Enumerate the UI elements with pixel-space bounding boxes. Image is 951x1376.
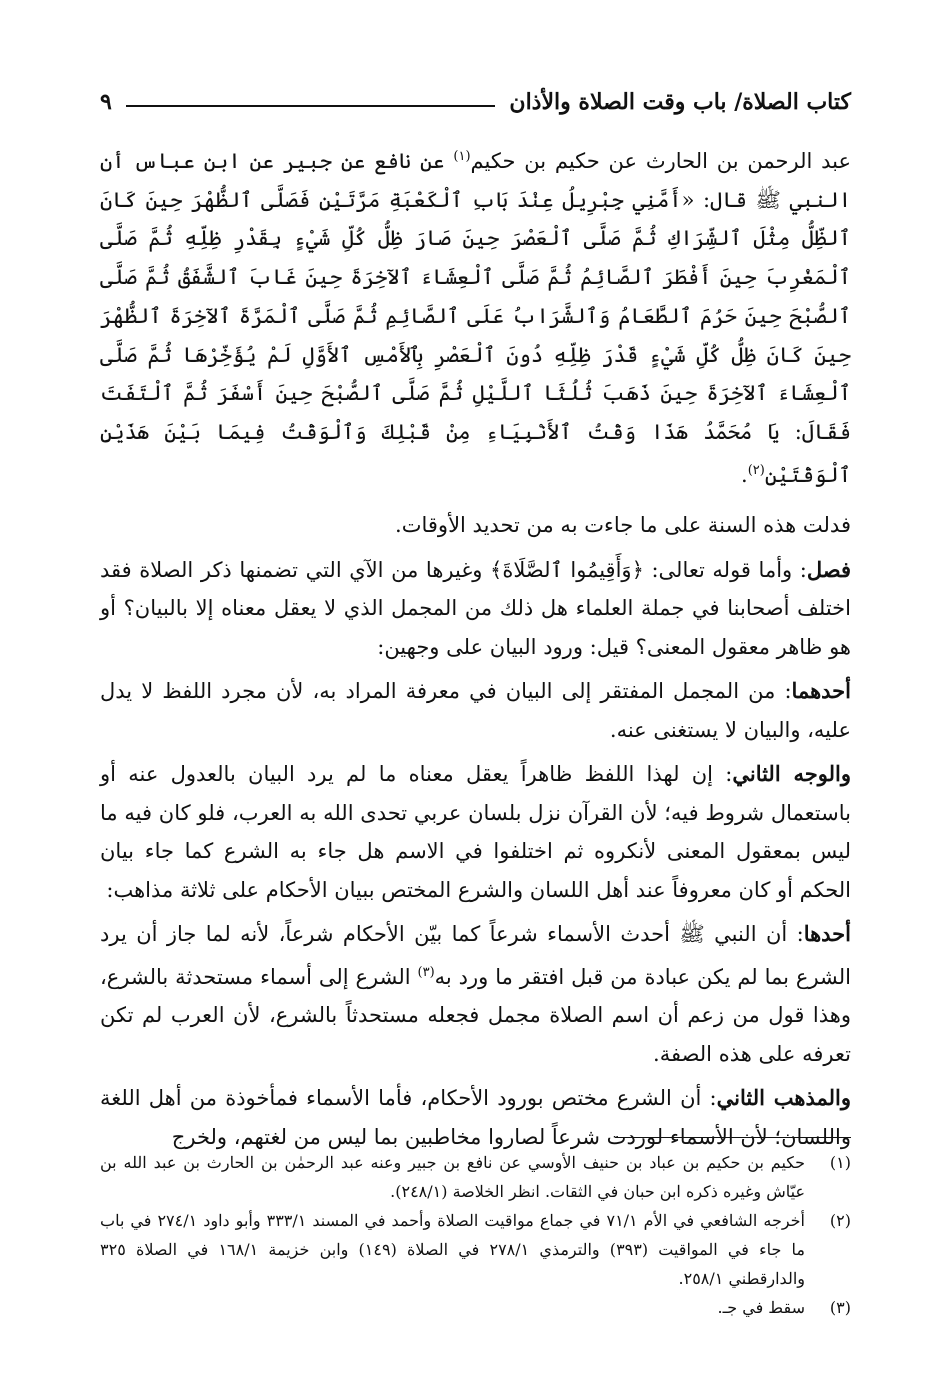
first-view-text: : من المجمل المفتقر إلى البيان في معرفة المراد به، لأن مجرد اللفظ لا يدل عليه، والبيان لا يستغنى عنه. (100, 679, 851, 742)
hadith-text-rest: عن نافع عن جبير عن ابن عباس أن النبي ﷺ قال: «أَمَّنِي جِبْرِيلُ عِنْدَ بَابِ ٱلْكَعْبَةِ مَرَّتَيْنِ فَصَلَّى ٱلظُّهْرَ حِينَ كَانَ ٱلظِّلُّ مِثْلَ ٱلشِّرَاكِ ثُمَّ صَلَّى ٱلْعَصْرَ حِينَ صَارَ ظِلُّ كُلِّ شَيْءٍ بِقَدْرِ ظِلِّهِ ثُمَّ صَلَّى ٱلْمَغْرِبَ حِينَ أَفْطَرَ ٱلصَّائِمُ ثُمَّ صَلَّى ٱلْعِشَاءَ ٱلآخِرَةَ حِينَ غَابَ ٱلشَّفَقُ ثُمَّ صَلَّى ٱلصُّبْحَ حِينَ حَرُمَ ٱلطَّعَامُ وَٱلشَّرَابُ عَلَى ٱلصَّائِمِ ثُمَّ صَلَّى ٱلْمَرَّةَ ٱلآخِرَةَ ٱلظُّهْرَ حِينَ كَانَ ظِلُّ كُلِّ شَيْءٍ قَدْرَ ظِلِّهِ دُونَ ٱلْعَصْرِ بِٱلأَمْسِ ٱلأَوَّلِ لَمْ يُؤَخِّرْهَا ثُمَّ صَلَّى ٱلْعِشَاءَ ٱلآخِرَةَ حِينَ ذَهَبَ ثُلُثَا ٱللَّيْلِ ثُمَّ صَلَّى ٱلصُّبْحَ حِينَ أَسْفَرَ ثُمَّ ٱلْتَفَتَ فَقَالَ: يَا مُحَمَّدُ هَذَا وَقْتُ ٱلأَنْبِيَاءِ مِنْ قَبْلِكَ وَٱلْوَقْتُ فِيمَا بَيْنَ هَذَيْنِ ٱلْوَقْتَيْنِ (100, 149, 851, 487)
hadith-paragraph (100, 138, 851, 494)
second-view-paragraph (100, 755, 851, 909)
section-paragraph (100, 551, 851, 667)
first-view-heading: أحدهما (791, 678, 851, 704)
header-rule (126, 105, 496, 107)
footnote-ref-3: (٣) (417, 964, 435, 980)
page-number: ٩ (100, 89, 112, 115)
conclusion-text: فدلت هذه السنة على ما جاءت به من تحديد الأوقات. (395, 513, 851, 538)
footnote (100, 1206, 851, 1293)
footnote-text: أخرجه الشافعي في الأم ٧١/١ في جماع مواقيت الصلاة وأحمد في المسند ٣٣٣/١ وأبو داود ٢٧٤/١ في باب ما جاء في المواقيت (٣٩٣) والترمذي ٢٧٨/١ في الصلاة (١٤٩) وابن خزيمة ١٦٨/١ في الصلاة ٣٢٥ والدارقطني ٢٥٨/١. (100, 1211, 806, 1288)
footnotes (100, 1148, 851, 1322)
footnote-text: سقط في جـ. (717, 1298, 805, 1317)
footnote (100, 1148, 851, 1206)
second-school-paragraph (100, 1079, 851, 1156)
section-text: : وأما قوله تعالى: ﴿وَأَقِيمُوا ٱلصَّلَاةَ﴾ وغيرها من الآي التي تضمنها ذكر الصلاة فقد اختلف أصحابنا في جملة العلماء هل ذلك من المجمل الذي لا يعقل معناه إلا بالبيان؟ أو هو ظاهر معقول المعنى؟ قيل: ورود البيان على وجهين: (100, 557, 851, 659)
section-heading: فصل (806, 556, 851, 582)
footnote-text: حكيم بن حكيم بن عباد بن حنيف الأوسي عن نافع بن جبير وعنه عبد الرحمٰن بن الحارث بن عبد الله بن عيّاش وغيره ذكره ابن حبان في الثقات. انظر الخلاصة (٢٤٨/١). (100, 1153, 806, 1201)
hadith-end: . (741, 462, 748, 487)
footnote-number: (٣) (829, 1298, 851, 1317)
main-text (100, 138, 851, 1162)
first-view-paragraph (100, 672, 851, 749)
footnote-number: (١) (829, 1153, 851, 1172)
second-school-heading: والمذهب الثاني (716, 1085, 851, 1111)
footnote (100, 1293, 851, 1322)
footnote-number: (٢) (829, 1211, 851, 1230)
first-school-paragraph (100, 915, 851, 1073)
header-title: كتاب الصلاة/ باب وقت الصلاة والأذان (509, 89, 851, 115)
first-school-text-b: الشرع إلى أسماء مستحدثة بالشرع، وهذا قول من زعم أن اسم الصلاة مجمل فجعله مستحدثاً بالشرع، لأن العرب لم تكن تعرفه على هذه الصفة. (100, 964, 851, 1066)
second-view-text: : إن لهذا اللفظ ظاهراً يعقل معناه ما لم يرد البيان بالعدول عنه أو باستعمال شروط فيه؛ لأن القرآن نزل بلسان عربي تحدى الله به العرب، فلو كان فيه ما ليس بمعقول المعنى لأنكروه ثم اختلفوا في الاسم هل جاء به الشرع كما جاء بيان الحكم أو كان معروفاً عند أهل اللسان والشرع المختص ببيان الأحكام على ثلاثة مذاهب: (100, 762, 851, 902)
second-school-text: : أن الشرع مختص بورود الأحكام، فأما الأسماء فمأخوذة من أهل اللغة واللسان؛ لأن الأسماء لوردت شرعاً لصاروا مخاطبين بما ليس من لغتهم، ولخرج (100, 1086, 851, 1149)
footnote-separator (615, 1137, 851, 1138)
second-view-heading: والوجه الثاني (732, 761, 852, 787)
footnote-ref-2: (٢) (747, 462, 765, 478)
footnote-ref-1: (١) (453, 149, 471, 164)
first-school-text-a: : أن النبي ﷺ أحدث الأسماء شرعاً كما بيّن الأحكام شرعاً، لأنه لما جاز أن يرد الشرع بما لم يكن عبادة من قبل افتقر ما ورد به (100, 922, 852, 989)
conclusion-paragraph (100, 506, 851, 545)
first-school-heading: أحدها (803, 921, 851, 947)
running-header (100, 82, 851, 122)
hadith-text: عبد الرحمن بن الحارث عن حكيم بن حكيم (470, 149, 851, 173)
